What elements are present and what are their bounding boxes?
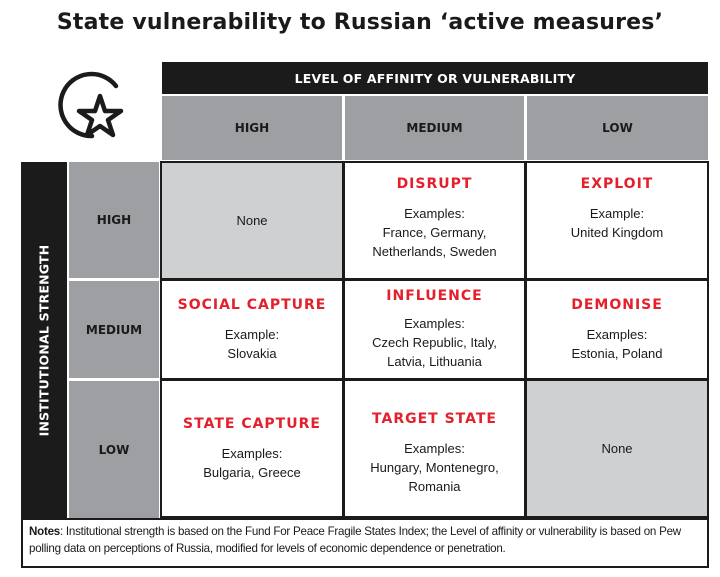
strategy-exploit: EXPLOIT xyxy=(580,176,654,192)
examples-line: Netherlands, Sweden xyxy=(372,244,497,259)
examples-line: Slovakia xyxy=(227,346,277,361)
strategy-demonise: DEMONISE xyxy=(571,297,663,313)
strategy-disrupt: DISRUPT xyxy=(396,176,473,192)
affinity-header: LEVEL OF AFFINITY OR VULNERABILITY xyxy=(162,62,708,94)
notes-text: : Institutional strength is based on the Fund For Peace Fragile States Index; the Level of affinity or vulnerability is based on Pew polling data on perceptions of Russia, modified for levels of economic dependence or penetration. xyxy=(29,525,681,555)
column-header-medium: MEDIUM xyxy=(345,96,524,160)
cell-none-text: None xyxy=(236,213,268,228)
row-header-low: LOW xyxy=(69,381,159,518)
examples-label: Examples: xyxy=(404,206,465,221)
star-in-circle-icon xyxy=(48,62,132,152)
cell-medium-high xyxy=(162,281,342,378)
row-header-medium: MEDIUM xyxy=(69,281,159,378)
strategy-target-state: TARGET STATE xyxy=(372,411,497,427)
cell-low-medium xyxy=(345,381,524,516)
cell-high-low xyxy=(527,163,707,278)
examples-label: Examples: xyxy=(221,446,283,461)
column-header-high: HIGH xyxy=(162,96,342,160)
cell-high-medium xyxy=(345,163,524,278)
examples-label: Examples: xyxy=(404,316,465,331)
notes-box xyxy=(21,518,709,568)
examples-line: Bulgaria, Greece xyxy=(203,465,301,480)
cell-medium-medium xyxy=(345,281,524,378)
examples-line: Latvia, Lithuania xyxy=(387,354,482,369)
strategy-social-capture: SOCIAL CAPTURE xyxy=(177,297,327,313)
notes-label: Notes xyxy=(29,525,60,538)
cell-none-text: None xyxy=(601,441,633,456)
strategy-state-capture: STATE CAPTURE xyxy=(183,416,321,432)
row-header-high: HIGH xyxy=(69,162,159,278)
examples-label: Example: xyxy=(589,206,645,221)
examples-label: Examples: xyxy=(586,327,648,342)
examples-label: Examples: xyxy=(404,441,465,456)
examples-line: United Kingdom xyxy=(570,225,664,240)
column-header-low: LOW xyxy=(527,96,708,160)
page-title: State vulnerability to Russian ‘active measures’ xyxy=(56,10,664,35)
examples-label: Example: xyxy=(224,327,280,342)
examples-line: Czech Republic, Italy, xyxy=(372,335,497,350)
cell-low-high xyxy=(162,381,342,516)
examples-line: France, Germany, xyxy=(382,225,487,240)
cell-medium-low xyxy=(527,281,707,378)
examples-line: Estonia, Poland xyxy=(571,346,663,361)
side-header-label: INSTITUTIONAL STRENGTH xyxy=(36,244,52,436)
cell-low-low xyxy=(527,381,707,516)
cell-high-high xyxy=(162,163,342,278)
examples-line: Hungary, Montenegro, xyxy=(370,460,499,475)
institutional-strength-header xyxy=(21,162,67,518)
strategy-influence: INFLUENCE xyxy=(386,288,483,304)
examples-line: Romania xyxy=(408,479,461,494)
